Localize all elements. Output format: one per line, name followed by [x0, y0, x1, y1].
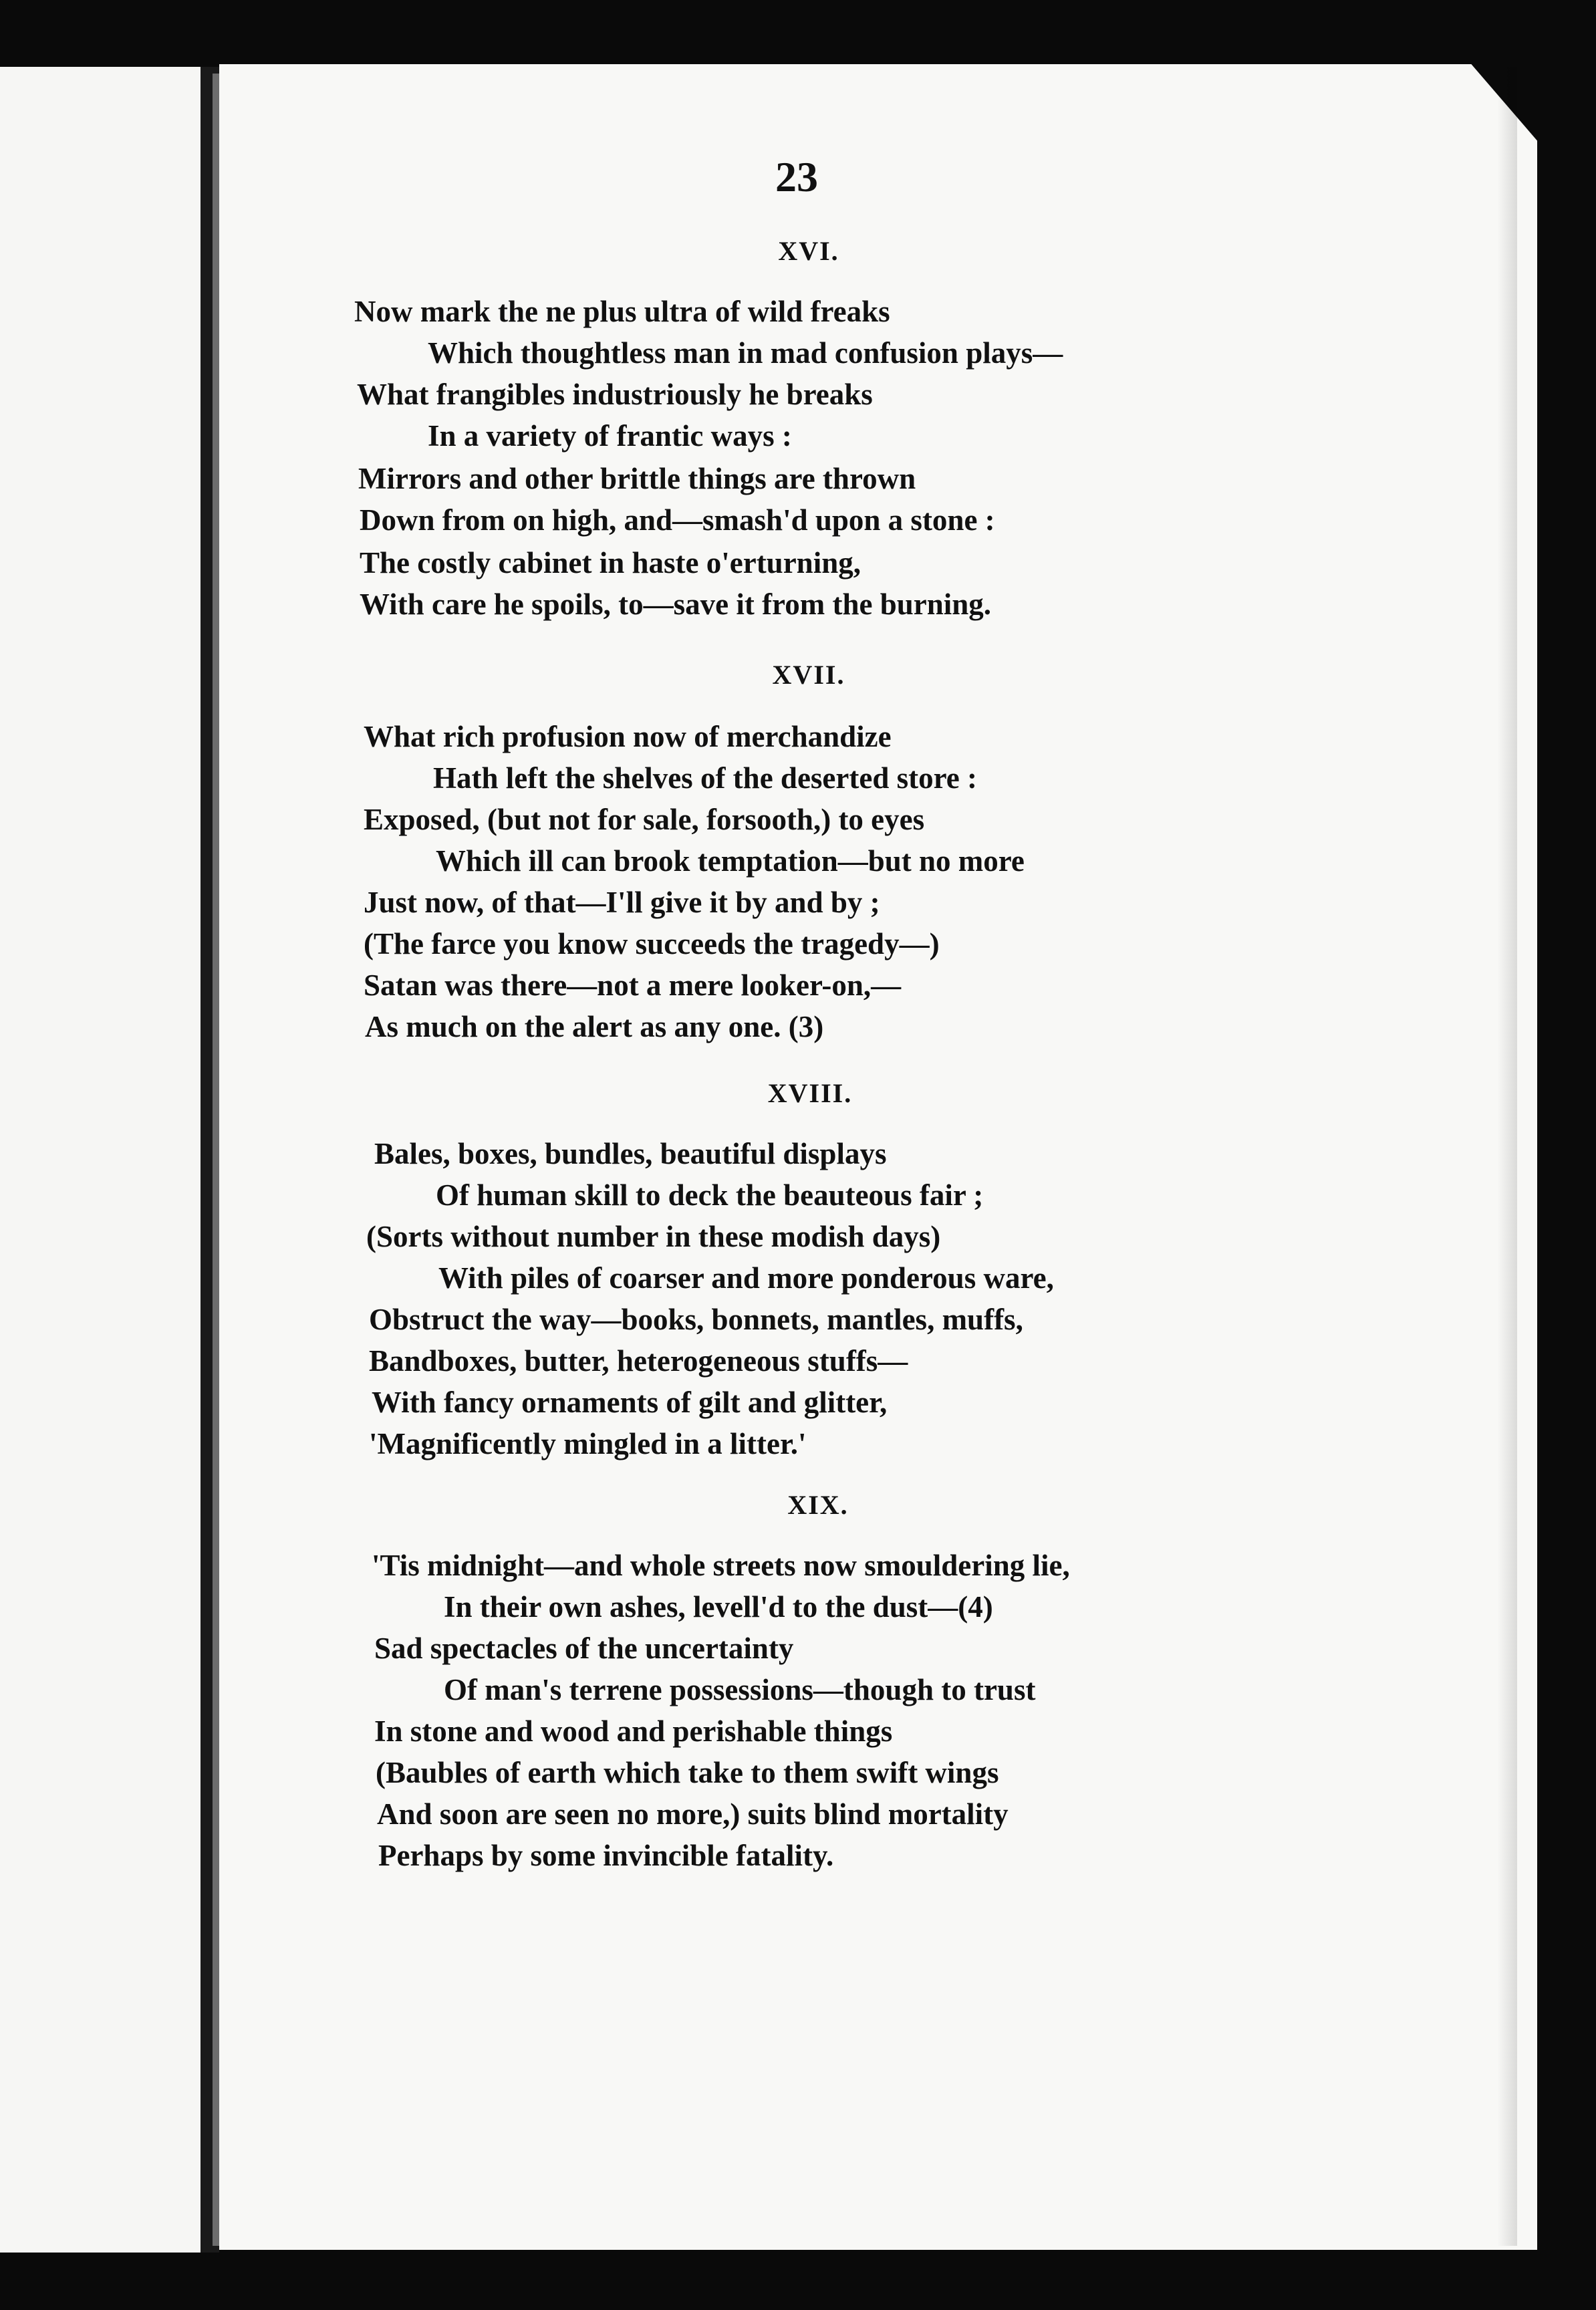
poem-line: Which thoughtless man in mad confusion plays—	[428, 336, 1063, 370]
left-facing-page	[0, 67, 201, 2253]
poem-line: With piles of coarser and more ponderous ware,	[438, 1261, 1054, 1295]
poem-line: Sad spectacles of the uncertainty	[374, 1632, 794, 1665]
poem-line: Which ill can brook temptation—but no more	[436, 844, 1025, 878]
poem-line: The costly cabinet in haste o'erturning,	[360, 546, 861, 580]
poem-line: Bandboxes, butter, heterogeneous stuffs—	[369, 1344, 908, 1378]
stanza-heading: XVI.	[778, 236, 839, 266]
poem-line: Perhaps by some invincible fatality.	[378, 1839, 834, 1872]
poem-line: Exposed, (but not for sale, forsooth,) to eyes	[364, 803, 925, 836]
stanza-heading: XIX.	[787, 1490, 849, 1520]
poem-line: Mirrors and other brittle things are thrown	[358, 462, 916, 495]
stanza-heading: XVII.	[772, 660, 845, 690]
poem-line: (Baubles of earth which take to them swift wings	[376, 1756, 999, 1789]
stanza-heading: XVIII.	[767, 1078, 853, 1108]
poem-line: In a variety of frantic ways :	[428, 419, 792, 453]
poem-line: (Sorts without number in these modish days)	[366, 1220, 941, 1253]
poem-line: (The farce you know succeeds the tragedy—)	[364, 927, 940, 960]
poem-line: 'Magnificently mingled in a litter.'	[369, 1427, 807, 1460]
poem-line: Now mark the ne plus ultra of wild freaks	[354, 295, 890, 328]
poem-line: Down from on high, and—smash'd upon a stone :	[360, 503, 995, 537]
poem-line: Of human skill to deck the beauteous fair ;	[436, 1178, 984, 1212]
poem-line: As much on the alert as any one. (3)	[365, 1010, 824, 1043]
page-edge-shadow	[1497, 67, 1517, 2246]
poem-line: What frangibles industriously he breaks	[357, 378, 873, 411]
poem-line: Hath left the shelves of the deserted store :	[433, 761, 977, 795]
poem-line: With fancy ornaments of gilt and glitter,	[372, 1386, 888, 1419]
poem-line: Satan was there—not a mere looker-on,—	[364, 969, 902, 1002]
poem-line: And soon are seen no more,) suits blind mortality	[377, 1797, 1009, 1831]
poem-line: What rich profusion now of merchandize	[364, 720, 892, 753]
poem-line: With care he spoils, to—save it from the burning.	[360, 588, 992, 621]
scan-border-bottom	[0, 2253, 1596, 2310]
poem-line: In stone and wood and perishable things	[374, 1714, 893, 1748]
page-number: 23	[775, 153, 818, 201]
poem-line: Obstruct the way—books, bonnets, mantles, muffs,	[369, 1303, 1023, 1336]
poem-line: In their own ashes, levell'd to the dust—(4)	[444, 1590, 993, 1624]
poem-line: Of man's terrene possessions—though to trust	[444, 1673, 1036, 1706]
gutter-shadow	[213, 74, 219, 2246]
poem-line: Bales, boxes, bundles, beautiful displays	[374, 1137, 887, 1170]
poem-line: Just now, of that—I'll give it by and by ;	[364, 886, 880, 919]
poem-line: 'Tis midnight—and whole streets now smouldering lie,	[372, 1549, 1070, 1582]
